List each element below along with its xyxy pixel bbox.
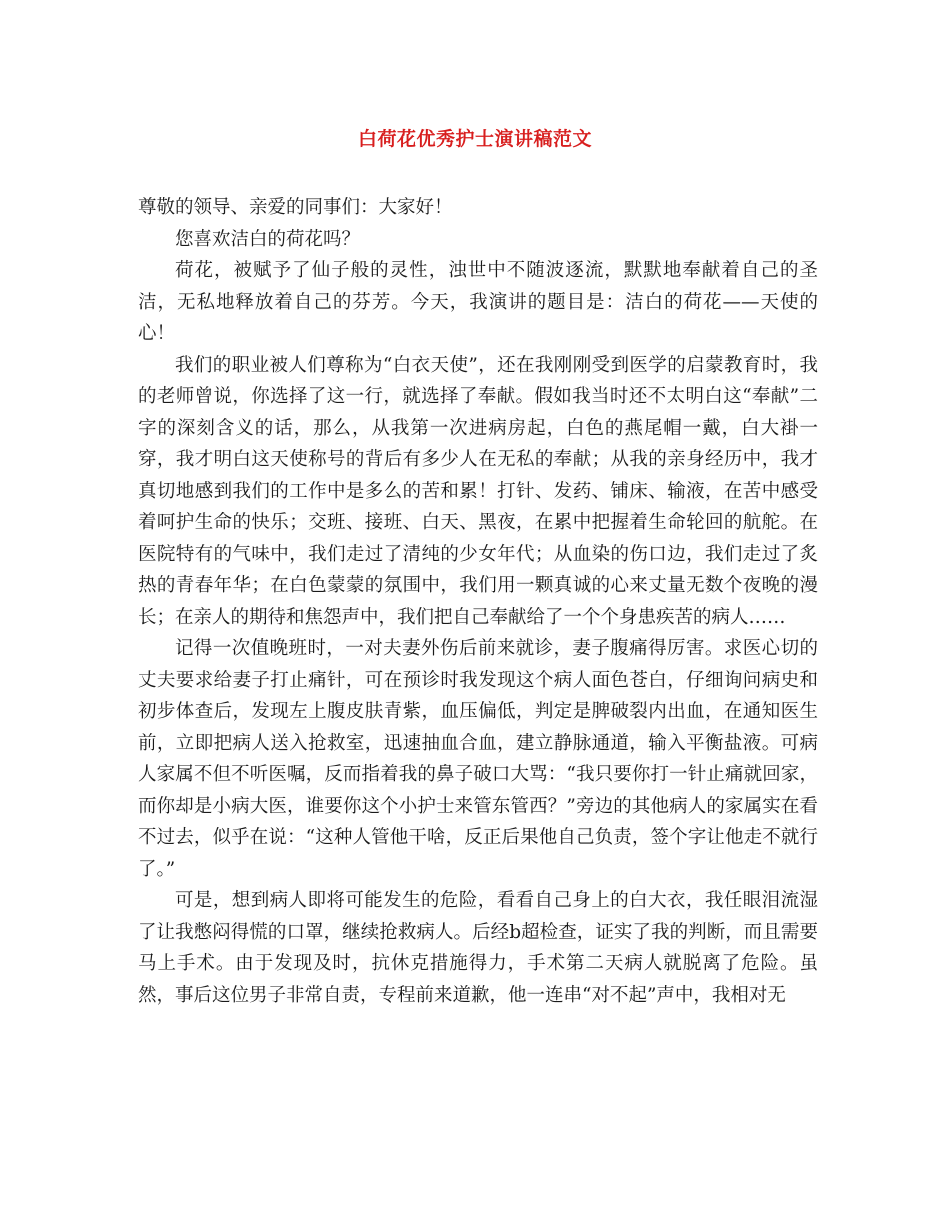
body-paragraph: 您喜欢洁白的荷花吗？ — [175, 228, 361, 250]
salutation-paragraph: 尊敬的领导、亲爱的同事们：大家好！ — [138, 197, 453, 218]
body-paragraph: 荷花，被赋予了仙子般的灵性，浊世中不随波逐流，默默地奉献着自己的圣洁，无私地释放着自己的芬芳。今天，我演讲的题目是：洁白的荷花——天使的心！ — [138, 260, 818, 344]
body-paragraph: 记得一次值晚班时，一对夫妻外伤后前来就诊，妻子腹痛得厉害。求医心切的丈夫要求给妻子打止痛针，可在预诊时我发现这个病人面色苍白，仔细询问病史和初步体查后，发现左上腹皮肤青紫，血压偏低，判定是脾破裂内出血，在通知医生前，立即把病人送入抢救室，迅速抽血合血，建立静脉通道，输入平衡盐液。可病人家属不但不听医嘱，反而指着我的鼻子破口大骂：“我只要你打一针止痛就回家，而你却是小病大医，谁要你这个小护士来管东管西？”旁边的其他病人的家属实在看不过去，似乎在说：“这种人管他干啥，反正后果他自己负责，签个字让他走不就行了。” — [138, 638, 818, 880]
document-body — [138, 192, 818, 1011]
body-paragraph: 可是，想到病人即将可能发生的危险，看看自己身上的白大衣，我任眼泪流湿了让我憋闷得慌的口罩，继续抢救病人。后经b超检查，证实了我的判断，而且需要马上手术。由于发现及时，抗休克措施得力，手术第二天病人就脱离了危险。虽然，事后这位男子非常自责，专程前来道歉，他一连串“对不起”声中，我相对无 — [138, 890, 818, 1006]
document-title: 白荷花优秀护士演讲稿范文 — [357, 128, 592, 150]
body-paragraph: 我们的职业被人们尊称为“白衣天使”，还在我刚刚受到医学的启蒙教育时，我的老师曾说，你选择了这一行，就选择了奉献。假如我当时还不太明白这“奉献”二字的深刻含义的话，那么，从我第一次进病房起，白色的燕尾帽一戴，白大褂一穿，我才明白这天使称号的背后有多少人在无私的奉献；从我的亲身经历中，我才真切地感到我们的工作中是多么的苦和累！打针、发药、铺床、输液，在苦中感受着呵护生命的快乐；交班、接班、白天、黑夜，在累中把握着生命轮回的航舵。在医院特有的气味中，我们走过了清纯的少女年代；从血染的伤口边，我们走过了炙热的青春年华；在白色蒙蒙的氛围中，我们用一颗真诚的心来丈量无数个夜晚的漫长；在亲人的期待和焦怨声中，我们把自己奉献给了一个个身患疾苦的病人…… — [138, 354, 818, 628]
